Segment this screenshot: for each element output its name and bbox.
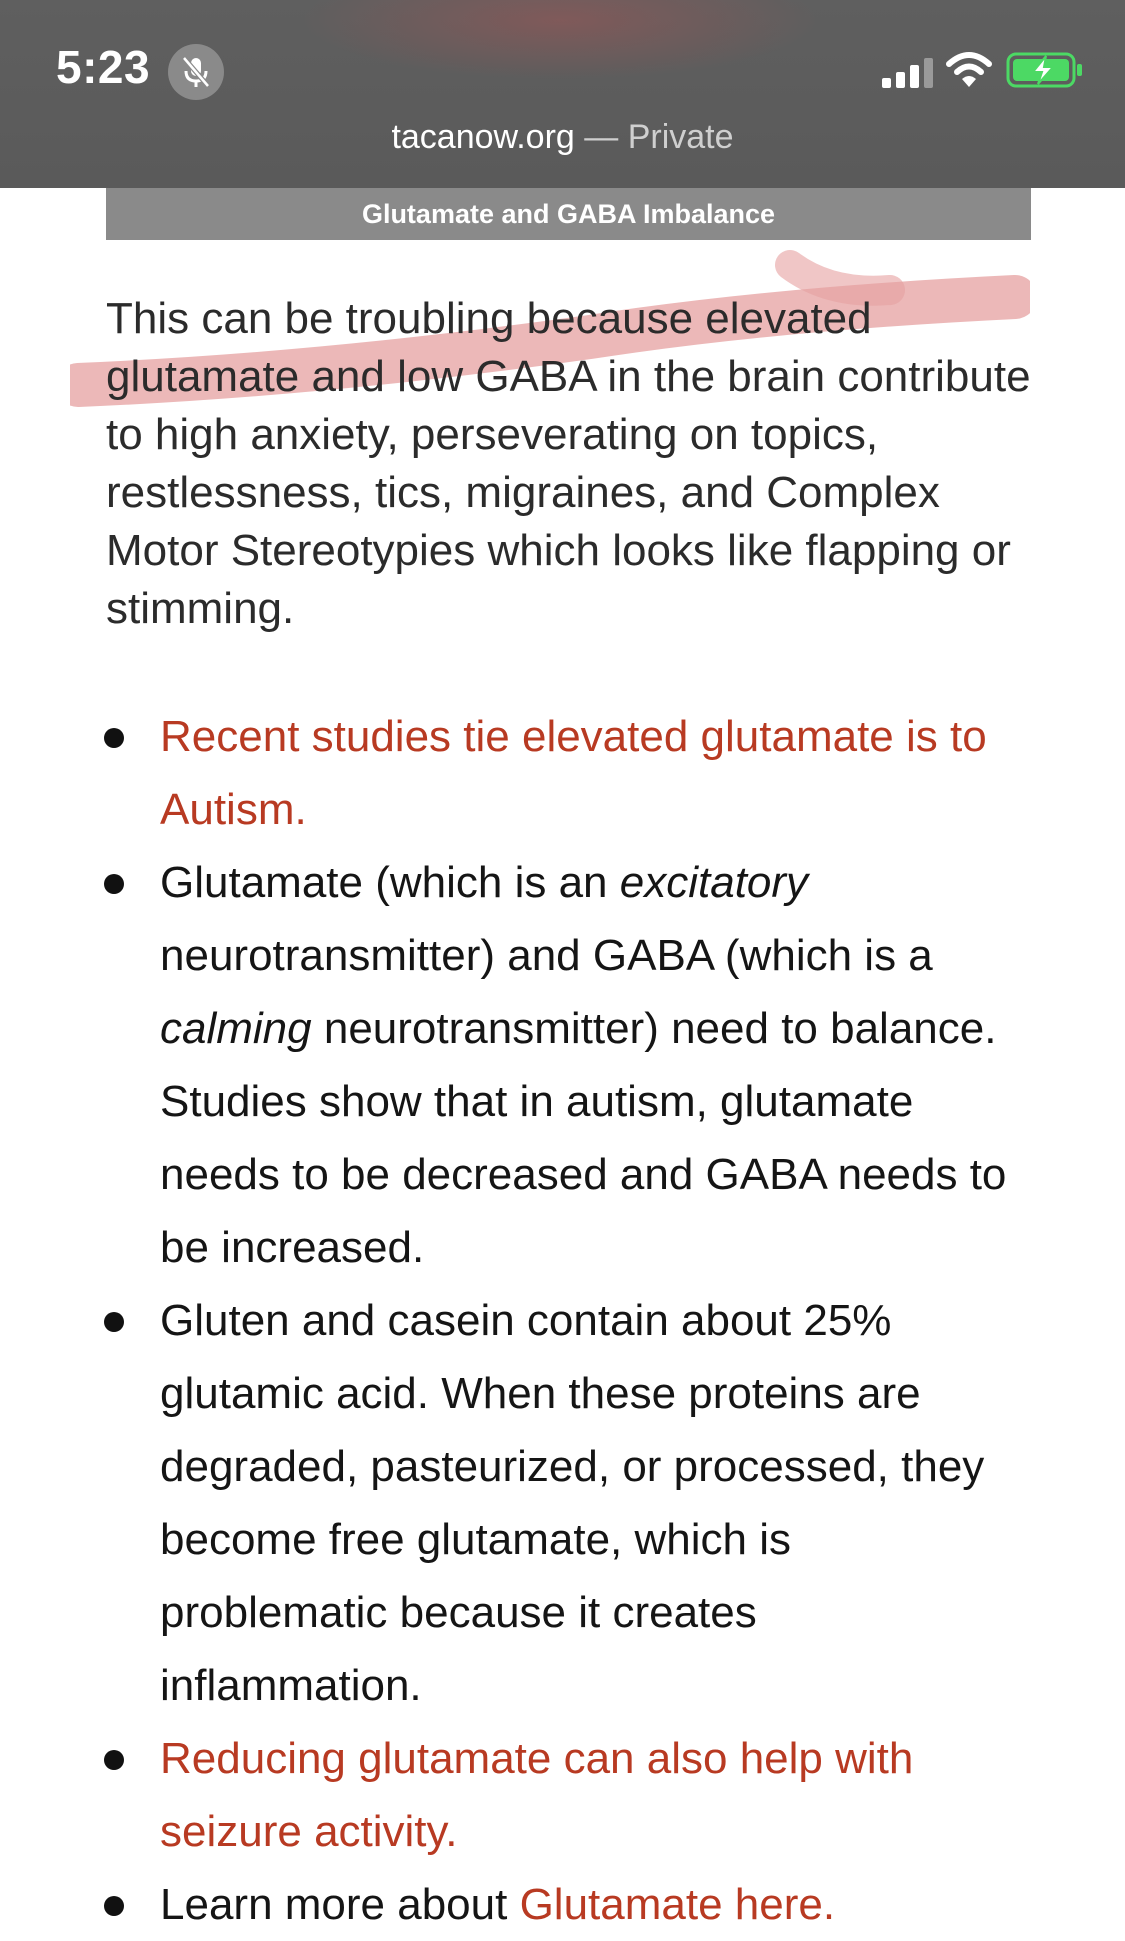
glutamate-text-1: Glutamate (which is an bbox=[160, 858, 620, 907]
glow-overlay bbox=[300, 0, 820, 80]
cellular-signal-icon bbox=[880, 58, 936, 88]
bullet-dot bbox=[104, 728, 124, 748]
battery-charging-icon bbox=[1006, 50, 1084, 90]
address-domain: tacanow.org bbox=[391, 118, 575, 156]
wifi-icon bbox=[946, 50, 992, 90]
recent-studies-link[interactable]: Recent studies tie elevated glutamate is to Autism. bbox=[160, 712, 987, 834]
glutamate-here-link[interactable]: Glutamate here. bbox=[519, 1880, 836, 1929]
calming-emphasis: calming bbox=[160, 1004, 312, 1053]
address-bar[interactable] bbox=[0, 118, 1125, 157]
list-item bbox=[100, 1722, 1020, 1868]
learn-more-text: Learn more about bbox=[160, 1880, 520, 1929]
bullet-list bbox=[100, 700, 1020, 1941]
glutamate-text-3: neurotransmitter) need to balance. Studies show that in autism, glutamate needs to be decreased and GABA needs to be increased. bbox=[160, 1004, 1007, 1272]
list-item bbox=[100, 700, 1020, 846]
glutamate-text-2: neurotransmitter) and GABA (which is a bbox=[160, 931, 933, 980]
bullet-dot bbox=[104, 874, 124, 894]
bullet-dot bbox=[104, 1896, 124, 1916]
private-mode-label: Private bbox=[627, 118, 734, 156]
list-item bbox=[100, 1868, 1020, 1941]
browser-top-bar bbox=[0, 0, 1125, 188]
address-separator: — bbox=[574, 118, 628, 156]
status-time: 5:23 bbox=[56, 41, 151, 93]
section-banner: Glutamate and GABA Imbalance bbox=[106, 188, 1031, 240]
bullet-dot bbox=[104, 1750, 124, 1770]
excitatory-emphasis: excitatory bbox=[619, 858, 809, 907]
bullet-dot bbox=[104, 1312, 124, 1332]
list-item bbox=[100, 1284, 1020, 1722]
gluten-casein-text: Gluten and casein contain about 25% glutamic acid. When these proteins are degraded, pasteurized, or processed, they become free glutamate, which is problematic because it creates inflammation. bbox=[160, 1296, 985, 1710]
seizure-link[interactable]: Reducing glutamate can also help with seizure activity. bbox=[160, 1734, 914, 1856]
intro-paragraph: This can be troubling because elevated glutamate and low GABA in the brain contribute to high anxiety, perseverating on topics, restlessness, tics, migraines, and Complex Motor Stereotypies which looks like flapping or stimming. bbox=[106, 294, 1031, 633]
list-item bbox=[100, 846, 1020, 1284]
mute-icon bbox=[168, 44, 224, 100]
